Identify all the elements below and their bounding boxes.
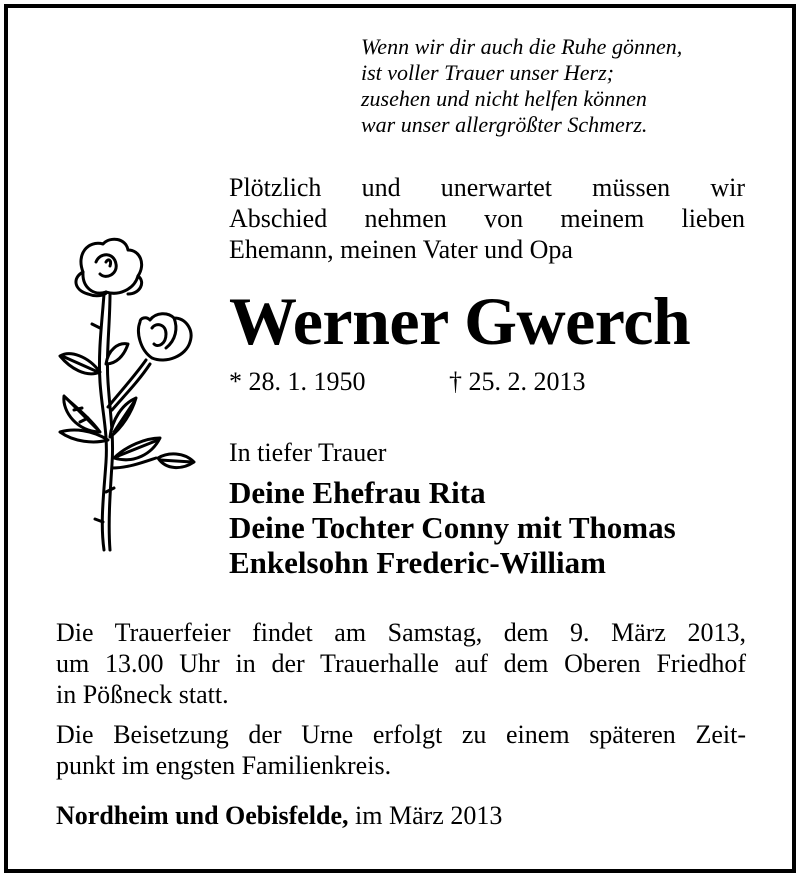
death-date: † 25. 2. 2013: [449, 367, 586, 396]
rose-icon: [48, 232, 198, 557]
poem-line: war unser allergrößter Schmerz.: [361, 112, 648, 137]
funeral-line: Die Trauerfeier findet am Samstag, dem 9. März 2013,: [56, 618, 746, 647]
intro-line: Abschied nehmen von meinem lieben: [229, 204, 745, 233]
deceased-name: Werner Gwerch: [229, 283, 691, 359]
birth-date: * 28. 1. 1950: [229, 367, 366, 396]
intro-line: Plötzlich und unerwartet müssen wir: [229, 173, 745, 202]
poem-line: zusehen und nicht helfen können: [361, 86, 647, 111]
mourner-line: Enkelsohn Frederic-William: [229, 545, 606, 580]
poem-line: ist voller Trauer unser Herz;: [361, 60, 614, 85]
urn-line: punkt im engsten Familienkreis.: [56, 751, 392, 780]
urn-line: Die Beisetzung der Urne erfolgt zu einem späteren Zeit-: [56, 720, 746, 749]
poem-line: Wenn wir dir auch die Ruhe gönnen,: [361, 34, 683, 59]
intro-line: Ehemann, meinen Vater und Opa: [229, 235, 573, 264]
urn-burial-info: [56, 719, 746, 781]
intro-text: [229, 172, 745, 265]
funeral-info: [56, 617, 746, 710]
funeral-line: um 13.00 Uhr in der Trauerhalle auf dem Oberen Friedhof: [56, 649, 746, 678]
places: Nordheim und Oebisfelde,: [56, 801, 349, 830]
life-dates: [229, 366, 586, 397]
date: im März 2013: [348, 801, 503, 830]
mourner-line: Deine Ehefrau Rita: [229, 475, 486, 510]
place-and-date: [56, 800, 502, 831]
funeral-line: in Pößneck statt.: [56, 680, 229, 709]
mourners-intro: In tiefer Trauer: [229, 438, 387, 467]
mourner-line: Deine Tochter Conny mit Thomas: [229, 510, 676, 545]
poem: [361, 34, 761, 138]
mourners-list: [229, 475, 676, 580]
